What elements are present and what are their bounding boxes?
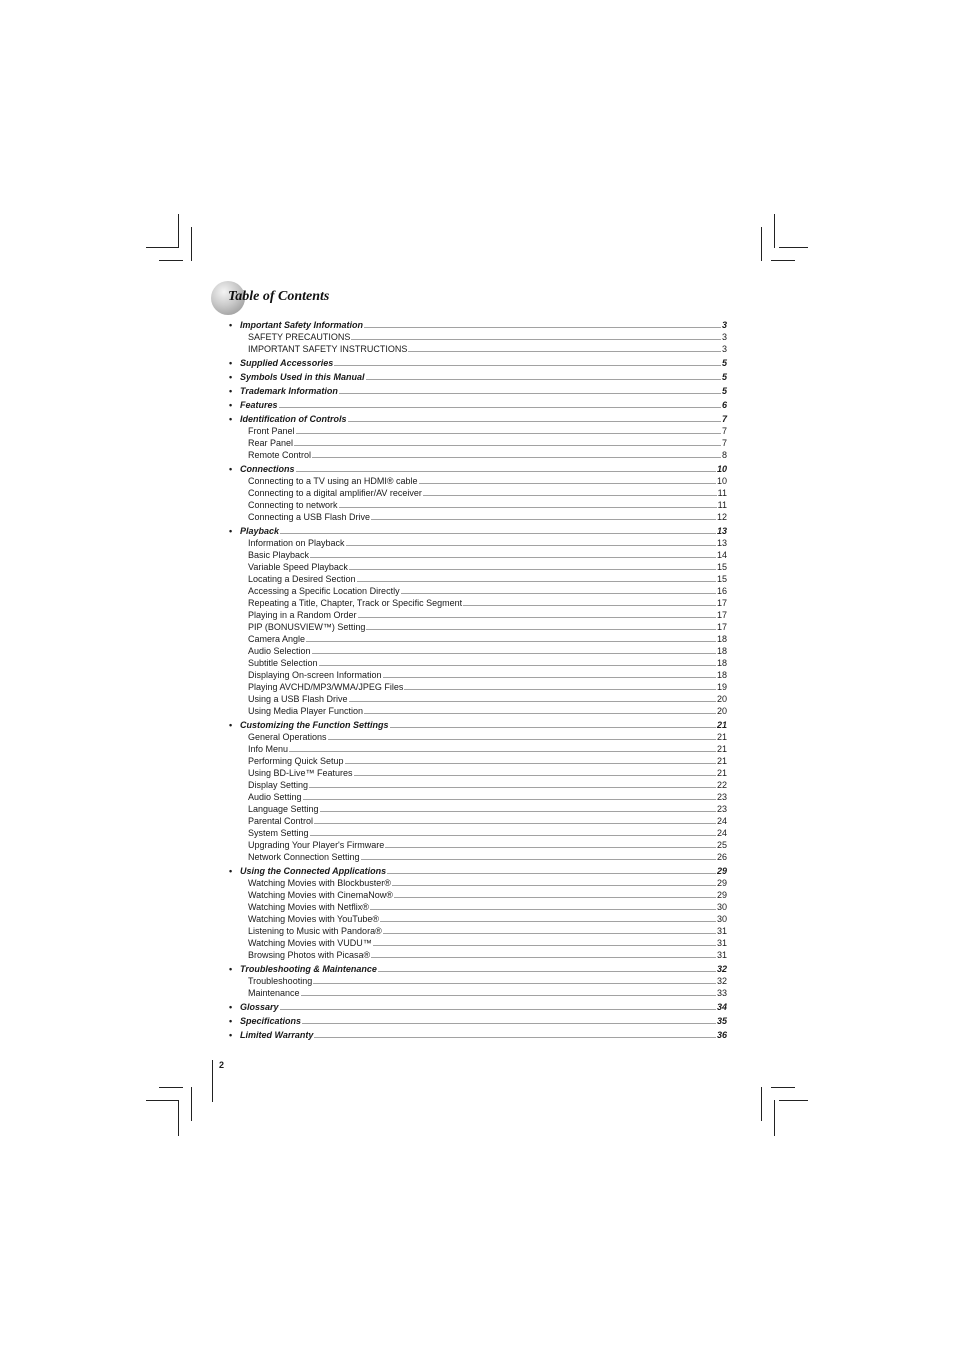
dot-leader <box>383 677 716 678</box>
toc-entry-page: 17 <box>716 622 727 632</box>
crop-mark <box>761 1087 762 1121</box>
dot-leader <box>289 751 716 752</box>
dot-leader <box>394 897 716 898</box>
dot-leader <box>309 787 716 788</box>
bullet-icon: • <box>229 1030 233 1040</box>
toc-section-page: 34 <box>716 1002 727 1012</box>
toc-entry-row[interactable] <box>229 827 727 839</box>
dot-leader <box>404 689 716 690</box>
dot-leader <box>348 421 721 422</box>
toc-entry-page: 16 <box>716 586 727 596</box>
dot-leader <box>310 557 716 558</box>
toc-section-label: Troubleshooting & Maintenance <box>240 964 377 974</box>
dot-leader <box>296 471 716 472</box>
toc-entry-label: Using BD-Live™ Features <box>248 768 353 778</box>
toc-section-label: Glossary <box>240 1002 279 1012</box>
toc-section-row[interactable] <box>229 1029 727 1041</box>
toc-entry-label: Remote Control <box>248 450 312 460</box>
toc-entry-row[interactable] <box>229 657 727 669</box>
dot-leader <box>371 519 716 520</box>
toc-entry-page: 24 <box>716 816 727 826</box>
toc-entry-label: Camera Angle <box>248 634 306 644</box>
dot-leader <box>345 763 716 764</box>
toc-entry-row[interactable] <box>229 425 727 437</box>
crop-mark <box>146 247 178 248</box>
toc-section-row[interactable] <box>229 1001 727 1013</box>
bullet-icon: • <box>229 1016 233 1026</box>
toc-section-page: 3 <box>721 320 727 330</box>
toc-entry-page: 7 <box>721 426 727 436</box>
toc-section-row[interactable] <box>229 963 727 975</box>
toc-section-label: Playback <box>240 526 280 536</box>
dot-leader <box>354 775 716 776</box>
toc-section-row[interactable] <box>229 357 727 369</box>
toc-entry-label: Watching Movies with Blockbuster® <box>248 878 391 888</box>
toc-entry-label: SAFETY PRECAUTIONS <box>248 332 351 342</box>
toc-section-row[interactable] <box>229 1015 727 1027</box>
toc-entry-row[interactable] <box>229 975 727 987</box>
dot-leader <box>296 433 721 434</box>
crop-mark <box>191 1087 192 1121</box>
crop-mark <box>761 227 762 261</box>
toc-entry-label: Browsing Photos with Picasa® <box>248 950 371 960</box>
toc-entry-page: 14 <box>716 550 727 560</box>
toc-entry-page: 17 <box>716 610 727 620</box>
dot-leader <box>366 629 716 630</box>
toc-entry-page: 3 <box>721 332 727 342</box>
crop-mark <box>771 1087 795 1088</box>
toc-entry-label: Audio Setting <box>248 792 302 802</box>
bullet-icon: • <box>229 464 233 474</box>
toc-entry-label: Watching Movies with YouTube® <box>248 914 380 924</box>
toc-section-row[interactable] <box>229 525 727 537</box>
dot-leader <box>306 641 716 642</box>
page-number: 2 <box>219 1060 225 1070</box>
dot-leader <box>371 957 716 958</box>
dot-leader <box>361 859 716 860</box>
crop-mark <box>771 260 795 261</box>
toc-entry-row[interactable] <box>229 949 727 961</box>
dot-leader <box>366 379 721 380</box>
toc-entry-page: 33 <box>716 988 727 998</box>
toc-list <box>229 319 727 1041</box>
toc-entry-label: Variable Speed Playback <box>248 562 348 572</box>
dot-leader <box>380 921 716 922</box>
dot-leader <box>280 533 716 534</box>
toc-entry-page: 3 <box>721 344 727 354</box>
dot-leader <box>314 823 716 824</box>
toc-entry-label: Using Media Player Function <box>248 706 364 716</box>
dot-leader <box>294 445 721 446</box>
toc-entry-label: Accessing a Specific Location Directly <box>248 586 400 596</box>
dot-leader <box>339 393 721 394</box>
toc-entry-page: 31 <box>716 926 727 936</box>
dot-leader <box>319 665 716 666</box>
toc-entry-label: Using a USB Flash Drive <box>248 694 348 704</box>
toc-entry-label: Parental Control <box>248 816 314 826</box>
dot-leader <box>320 811 716 812</box>
toc-entry-label: Maintenance <box>248 988 300 998</box>
toc-entry-page: 31 <box>716 938 727 948</box>
bullet-icon: • <box>229 1002 233 1012</box>
dot-leader <box>357 581 716 582</box>
toc-entry-page: 24 <box>716 828 727 838</box>
toc-entry-label: Playing in a Random Order <box>248 610 357 620</box>
toc-entry-label: Basic Playback <box>248 550 310 560</box>
toc-entry-page: 21 <box>716 768 727 778</box>
bullet-icon: • <box>229 400 233 410</box>
dot-leader <box>364 327 721 328</box>
toc-entry-row[interactable] <box>229 889 727 901</box>
toc-section-label: Supplied Accessories <box>240 358 334 368</box>
toc-entry-row[interactable] <box>229 331 727 343</box>
toc-entry-label: Display Setting <box>248 780 309 790</box>
toc-entry-row[interactable] <box>229 585 727 597</box>
toc-entry-page: 25 <box>716 840 727 850</box>
toc-entry-label: Connecting to a TV using an HDMI® cable <box>248 476 418 486</box>
toc-entry-row[interactable] <box>229 779 727 791</box>
crop-mark <box>178 1100 179 1136</box>
toc-entry-label: Information on Playback <box>248 538 345 548</box>
toc-entry-label: Info Menu <box>248 744 289 754</box>
crop-mark <box>159 1087 183 1088</box>
toc-entry-page: 19 <box>716 682 727 692</box>
toc-entry-row[interactable] <box>229 633 727 645</box>
toc-entry-page: 31 <box>716 950 727 960</box>
toc-entry-row[interactable] <box>229 621 727 633</box>
toc-entry-page: 30 <box>716 902 727 912</box>
toc-section-label: Using the Connected Applications <box>240 866 387 876</box>
toc-entry-label: Connecting to network <box>248 500 338 510</box>
toc-entry-label: PIP (BONUSVIEW™) Setting <box>248 622 366 632</box>
toc-entry-row[interactable] <box>229 987 727 999</box>
toc-section-row[interactable] <box>229 399 727 411</box>
toc-entry-row[interactable] <box>229 925 727 937</box>
toc-entry-row[interactable] <box>229 487 727 499</box>
dot-leader <box>351 339 721 340</box>
toc-entry-page: 21 <box>716 744 727 754</box>
bullet-icon: • <box>229 866 233 876</box>
toc-entry-row[interactable] <box>229 549 727 561</box>
crop-mark <box>191 227 192 261</box>
toc-entry-row[interactable] <box>229 755 727 767</box>
toc-entry-page: 8 <box>721 450 727 460</box>
toc-section-page: 10 <box>716 464 727 474</box>
dot-leader <box>373 945 716 946</box>
toc-section-row[interactable] <box>229 371 727 383</box>
toc-section-page: 29 <box>716 866 727 876</box>
dot-leader <box>314 1037 716 1038</box>
dot-leader <box>301 995 716 996</box>
toc-entry-row[interactable] <box>229 609 727 621</box>
toc-entry-label: Subtitle Selection <box>248 658 318 668</box>
toc-entry-page: 12 <box>716 512 727 522</box>
toc-entry-row[interactable] <box>229 537 727 549</box>
toc-entry-row[interactable] <box>229 877 727 889</box>
toc-entry-row[interactable] <box>229 901 727 913</box>
toc-section-page: 35 <box>716 1016 727 1026</box>
page-title: Table of Contents <box>228 289 330 304</box>
toc-section-page: 5 <box>721 386 727 396</box>
toc-section-label: Important Safety Information <box>240 320 364 330</box>
toc-entry-row[interactable] <box>229 767 727 779</box>
toc-entry-page: 18 <box>716 646 727 656</box>
toc-section-row[interactable] <box>229 319 727 331</box>
toc-entry-page: 32 <box>716 976 727 986</box>
dot-leader <box>463 605 716 606</box>
bullet-icon: • <box>229 386 233 396</box>
toc-entry-page: 10 <box>716 476 727 486</box>
bullet-icon: • <box>229 526 233 536</box>
toc-section-row[interactable] <box>229 385 727 397</box>
dot-leader <box>349 569 716 570</box>
dot-leader <box>313 983 716 984</box>
toc-entry-label: Connecting to a digital amplifier/AV receiver <box>248 488 422 498</box>
toc-entry-row[interactable] <box>229 597 727 609</box>
toc-section-label: Trademark Information <box>240 386 338 396</box>
toc-entry-row[interactable] <box>229 645 727 657</box>
toc-section-row[interactable] <box>229 719 727 731</box>
dot-leader <box>280 1009 716 1010</box>
toc-entry-page: 21 <box>716 756 727 766</box>
toc-entry-page: 20 <box>716 706 727 716</box>
toc-entry-row[interactable] <box>229 681 727 693</box>
toc-entry-page: 17 <box>716 598 727 608</box>
page-number-rule <box>212 1060 213 1102</box>
toc-entry-row[interactable] <box>229 815 727 827</box>
toc-entry-page: 13 <box>716 538 727 548</box>
toc-entry-label: Audio Selection <box>248 646 311 656</box>
toc-entry-row[interactable] <box>229 499 727 511</box>
toc-entry-page: 11 <box>717 500 727 510</box>
toc-entry-label: Upgrading Your Player's Firmware <box>248 840 385 850</box>
dot-leader <box>310 835 716 836</box>
toc-entry-label: Repeating a Title, Chapter, Track or Specific Segment <box>248 598 463 608</box>
toc-entry-row[interactable] <box>229 803 727 815</box>
toc-entry-row[interactable] <box>229 937 727 949</box>
toc-entry-page: 18 <box>716 670 727 680</box>
toc-entry-label: Performing Quick Setup <box>248 756 344 766</box>
toc-entry-row[interactable] <box>229 851 727 863</box>
toc-section-row[interactable] <box>229 865 727 877</box>
toc-entry-row[interactable] <box>229 573 727 585</box>
toc-entry-label: Playing AVCHD/MP3/WMA/JPEG Files <box>248 682 404 692</box>
toc-entry-row[interactable] <box>229 669 727 681</box>
toc-entry-label: Watching Movies with Netflix® <box>248 902 369 912</box>
dot-leader <box>302 1023 716 1024</box>
toc-entry-page: 7 <box>721 438 727 448</box>
toc-entry-row[interactable] <box>229 743 727 755</box>
toc-section-label: Features <box>240 400 278 410</box>
toc-section-page: 21 <box>716 720 727 730</box>
toc-section-page: 7 <box>721 414 727 424</box>
toc-section-label: Limited Warranty <box>240 1030 314 1040</box>
toc-entry-label: Language Setting <box>248 804 319 814</box>
dot-leader <box>378 971 716 972</box>
toc-entry-label: Locating a Desired Section <box>248 574 356 584</box>
toc-entry-page: 30 <box>716 914 727 924</box>
dot-leader <box>346 545 716 546</box>
bullet-icon: • <box>229 358 233 368</box>
toc-entry-row[interactable] <box>229 475 727 487</box>
crop-mark <box>779 1100 808 1101</box>
dot-leader <box>279 407 721 408</box>
toc-entry-label: Connecting a USB Flash Drive <box>248 512 371 522</box>
toc-entry-row[interactable] <box>229 839 727 851</box>
toc-entry-label: Displaying On-screen Information <box>248 670 382 680</box>
dot-leader <box>303 799 716 800</box>
toc-section-page: 32 <box>716 964 727 974</box>
dot-leader <box>328 739 716 740</box>
toc-entry-page: 29 <box>716 890 727 900</box>
toc-entry-page: 22 <box>716 780 727 790</box>
dot-leader <box>312 457 721 458</box>
toc-entry-label: IMPORTANT SAFETY INSTRUCTIONS <box>248 344 408 354</box>
dot-leader <box>364 713 716 714</box>
crop-mark <box>178 214 179 248</box>
toc-entry-page: 11 <box>717 488 727 498</box>
dot-leader <box>349 701 716 702</box>
toc-entry-row[interactable] <box>229 705 727 717</box>
toc-section-page: 36 <box>716 1030 727 1040</box>
toc-section-label: Identification of Controls <box>240 414 347 424</box>
toc-entry-label: Network Connection Setting <box>248 852 360 862</box>
dot-leader <box>387 873 716 874</box>
dot-leader <box>312 653 716 654</box>
toc-section-page: 5 <box>721 372 727 382</box>
toc-entry-label: Watching Movies with CinemaNow® <box>248 890 393 900</box>
toc-entry-row[interactable] <box>229 913 727 925</box>
toc-entry-row[interactable] <box>229 731 727 743</box>
dot-leader <box>390 727 716 728</box>
toc-entry-label: General Operations <box>248 732 327 742</box>
toc-entry-row[interactable] <box>229 437 727 449</box>
crop-mark <box>146 1100 178 1101</box>
toc-section-label: Symbols Used in this Manual <box>240 372 365 382</box>
toc-entry-page: 26 <box>716 852 727 862</box>
toc-entry-page: 20 <box>716 694 727 704</box>
dot-leader <box>339 507 717 508</box>
dot-leader <box>419 483 716 484</box>
toc-entry-page: 23 <box>716 792 727 802</box>
dot-leader <box>334 365 721 366</box>
toc-section-label: Specifications <box>240 1016 302 1026</box>
bullet-icon: • <box>229 964 233 974</box>
dot-leader <box>383 933 716 934</box>
toc-section-page: 6 <box>721 400 727 410</box>
bullet-icon: • <box>229 414 233 424</box>
dot-leader <box>392 885 716 886</box>
toc-section-row[interactable] <box>229 463 727 475</box>
bullet-icon: • <box>229 720 233 730</box>
dot-leader <box>401 593 716 594</box>
toc-entry-page: 21 <box>716 732 727 742</box>
toc-entry-row[interactable] <box>229 791 727 803</box>
dot-leader <box>408 351 721 352</box>
toc-entry-label: System Setting <box>248 828 309 838</box>
crop-mark <box>774 214 775 248</box>
toc-entry-page: 15 <box>716 574 727 584</box>
toc-entry-page: 23 <box>716 804 727 814</box>
toc-entry-label: Front Panel <box>248 426 295 436</box>
dot-leader <box>423 495 717 496</box>
bullet-icon: • <box>229 372 233 382</box>
toc-entry-page: 15 <box>716 562 727 572</box>
toc-entry-page: 29 <box>716 878 727 888</box>
toc-entry-page: 18 <box>716 634 727 644</box>
dot-leader <box>358 617 716 618</box>
toc-section-page: 5 <box>721 358 727 368</box>
crop-mark <box>779 247 808 248</box>
toc-entry-label: Watching Movies with VUDU™ <box>248 938 372 948</box>
toc-section-row[interactable] <box>229 413 727 425</box>
toc-entry-label: Rear Panel <box>248 438 294 448</box>
toc-section-page: 13 <box>716 526 727 536</box>
crop-mark <box>774 1100 775 1136</box>
toc-entry-row[interactable] <box>229 511 727 523</box>
toc-entry-label: Troubleshooting <box>248 976 313 986</box>
toc-entry-row[interactable] <box>229 561 727 573</box>
toc-section-label: Customizing the Function Settings <box>240 720 389 730</box>
bullet-icon: • <box>229 320 233 330</box>
toc-entry-page: 18 <box>716 658 727 668</box>
crop-mark <box>159 260 183 261</box>
toc-entry-row[interactable] <box>229 693 727 705</box>
toc-entry-row[interactable] <box>229 449 727 461</box>
dot-leader <box>385 847 716 848</box>
dot-leader <box>370 909 716 910</box>
toc-entry-row[interactable] <box>229 343 727 355</box>
toc-section-label: Connections <box>240 464 295 474</box>
toc-entry-label: Listening to Music with Pandora® <box>248 926 382 936</box>
